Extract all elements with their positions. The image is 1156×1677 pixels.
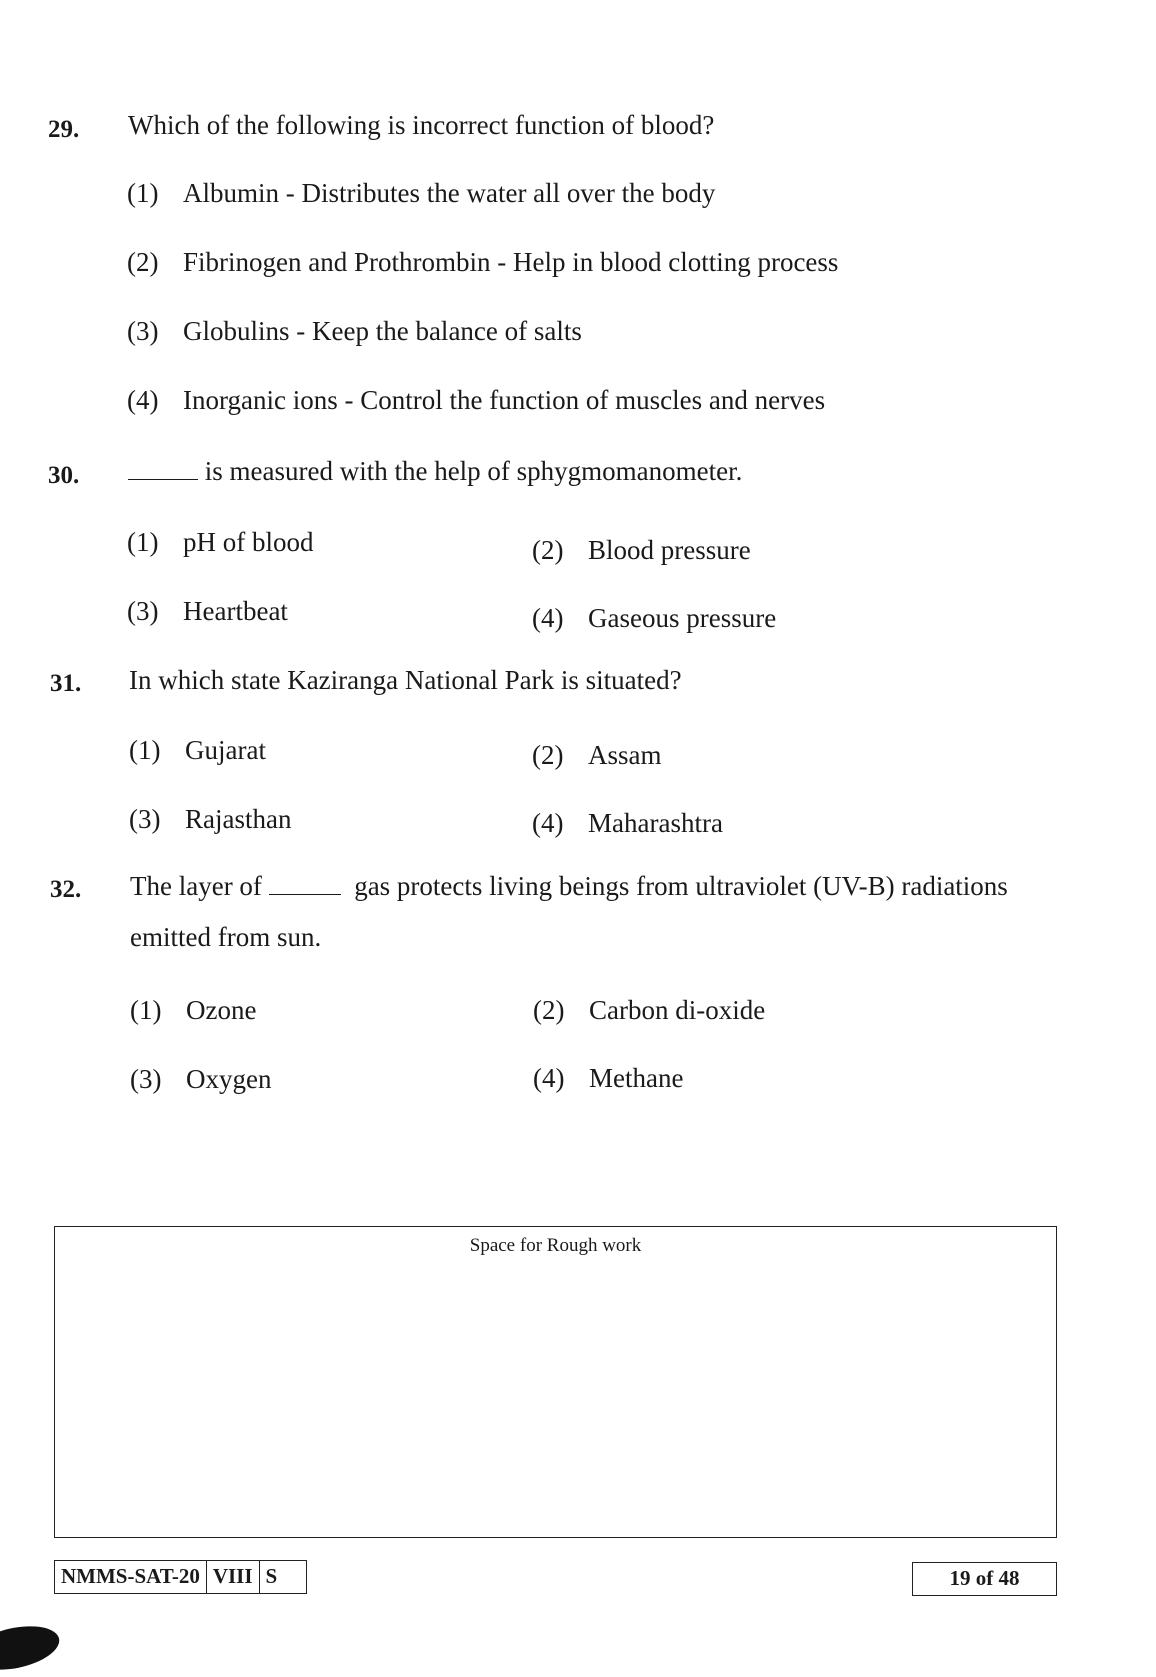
option-number: (4) <box>532 603 564 633</box>
question-31-number: 31. <box>50 670 82 697</box>
question-32-option-3 <box>130 1064 271 1095</box>
option-number: (2) <box>532 740 564 770</box>
option-number: (4) <box>532 808 564 838</box>
question-32-option-1 <box>130 995 256 1026</box>
answer-blank <box>269 872 341 895</box>
option-text: Ozone <box>186 995 257 1025</box>
question-30-option-4 <box>532 603 776 634</box>
question-31-option-2 <box>532 740 662 771</box>
option-text: Oxygen <box>186 1064 272 1094</box>
question-32-number: 32. <box>50 876 82 903</box>
option-number: (3) <box>127 316 159 346</box>
question-30-text <box>128 456 742 487</box>
option-number: (1) <box>127 527 159 557</box>
option-text: Fibrinogen and Prothrombin - Help in blood clotting process <box>183 247 839 277</box>
option-text: Rajasthan <box>185 804 292 834</box>
question-29-text: Which of the following is incorrect function of blood? <box>128 110 715 140</box>
question-29-option-2 <box>127 247 838 278</box>
option-text: Inorganic ions - Control the function of muscles and nerves <box>183 385 826 415</box>
rough-work-box <box>54 1226 1057 1538</box>
question-29-option-4 <box>127 385 825 416</box>
option-text: Gujarat <box>185 735 266 765</box>
option-text: Blood pressure <box>588 535 751 565</box>
question-32-text <box>130 871 1008 902</box>
question-31-option-4 <box>532 808 723 839</box>
option-number: (4) <box>127 385 159 415</box>
question-32-text-before-blank: The layer of <box>130 871 262 901</box>
option-text: Globulins - Keep the balance of salts <box>183 316 582 346</box>
question-29-option-3 <box>127 316 582 347</box>
question-32-option-2 <box>533 995 765 1026</box>
question-32-option-4 <box>533 1063 683 1094</box>
paper-code-box <box>54 1560 307 1594</box>
paper-code: NMMS-SAT-20 <box>55 1561 207 1593</box>
paper-set: S <box>265 1564 278 1588</box>
question-31-option-1 <box>129 735 266 766</box>
option-text: Gaseous pressure <box>588 603 777 633</box>
option-number: (3) <box>129 804 161 834</box>
option-text: Heartbeat <box>183 596 288 626</box>
question-30-option-1 <box>127 527 314 558</box>
option-text: Maharashtra <box>588 808 723 838</box>
option-number: (2) <box>532 535 564 565</box>
option-text: Assam <box>588 740 662 770</box>
option-number: (2) <box>127 247 159 277</box>
option-text: Methane <box>589 1063 684 1093</box>
paper-class: VIII <box>207 1561 260 1593</box>
answer-blank <box>128 457 198 480</box>
question-31-text: In which state Kaziranga National Park is situated? <box>129 665 682 695</box>
option-number: (3) <box>130 1064 162 1094</box>
page-number: 19 of 48 <box>912 1562 1057 1596</box>
question-29-option-1 <box>127 178 715 209</box>
question-29-number: 29. <box>48 116 80 143</box>
rough-work-title: Space for Rough work <box>469 1235 642 1256</box>
option-number: (4) <box>533 1063 565 1093</box>
option-number: (1) <box>130 995 162 1025</box>
option-text: Albumin - Distributes the water all over the body <box>183 178 716 208</box>
option-text: pH of blood <box>183 527 314 557</box>
question-30-number: 30. <box>48 462 80 489</box>
option-number: (1) <box>129 735 161 765</box>
option-text: Carbon di-oxide <box>589 995 766 1025</box>
question-32-text-line2: emitted from sun. <box>130 922 322 952</box>
option-number: (1) <box>127 178 159 208</box>
question-30-text-after-blank: is measured with the help of sphygmomanometer. <box>204 456 743 486</box>
question-30-option-3 <box>127 596 288 627</box>
scan-corner-shadow <box>0 1619 63 1677</box>
question-30-option-2 <box>532 535 751 566</box>
question-32-text-after-blank: gas protects living beings from ultraviolet (UV-B) radiations <box>354 871 1008 901</box>
option-number: (2) <box>533 995 565 1025</box>
option-number: (3) <box>127 596 159 626</box>
question-31-option-3 <box>129 804 291 835</box>
